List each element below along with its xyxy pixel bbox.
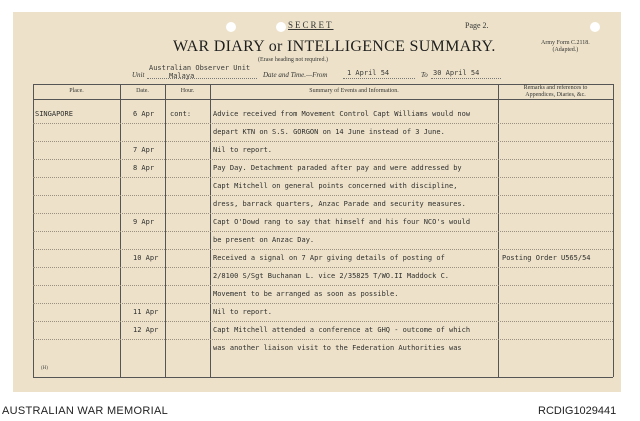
column-header-summary: Summary of Events and Information.	[309, 88, 399, 94]
classification-label: SECRET	[288, 20, 334, 30]
ruled-line	[33, 195, 613, 196]
summary-cell: Capt O'Dowd rang to say that himself and his four NCO's would	[213, 218, 471, 226]
summary-cell: Pay Day. Detachment paraded after pay and were addressed by	[213, 164, 462, 172]
summary-cell: dress, barrack quarters, Anzac Parade and security measures.	[213, 200, 466, 208]
ruled-line	[33, 159, 613, 160]
dotted-line	[147, 78, 257, 79]
form-number: Army Form C.2118.	[541, 40, 590, 46]
date-from: 1 April 54	[347, 69, 390, 77]
column-header-date: Date.	[136, 88, 149, 94]
footer-institution: AUSTRALIAN WAR MEMORIAL	[2, 405, 169, 417]
table-bottom-border	[33, 377, 613, 378]
column-header-remarks	[498, 85, 613, 99]
date-cell: 6 Apr	[133, 110, 155, 118]
summary-cell: depart KTN on S.S. GORGON on 14 June instead of 3 June.	[213, 128, 445, 136]
column-header-place: Place.	[69, 88, 84, 94]
summary-cell: 2/8100 S/Sgt Buchanan L. vice 2/35825 T/WO.II Maddock C.	[213, 272, 450, 280]
dotted-line	[431, 78, 501, 79]
remarks-cell: Posting Order U565/54	[502, 254, 591, 262]
column-divider	[613, 84, 614, 377]
page-number: Page 2.	[465, 21, 489, 30]
date-label: Date and Time.—From	[263, 71, 328, 79]
summary-cell: Received a signal on 7 Apr giving details of posting of	[213, 254, 445, 262]
hour-cell: cont:	[170, 110, 192, 118]
print-form-number: (H)	[41, 366, 48, 371]
ruled-line	[33, 231, 613, 232]
ruled-line	[33, 249, 613, 250]
ruled-line	[33, 267, 613, 268]
date-cell: 11 Apr	[133, 308, 159, 316]
form-adapted: (Adapted.)	[552, 47, 579, 53]
date-cell: 8 Apr	[133, 164, 155, 172]
ruled-line	[33, 213, 613, 214]
punch-hole	[590, 22, 600, 32]
ruled-line	[33, 303, 613, 304]
erase-note: (Erase heading not required.)	[258, 57, 328, 63]
remarks-header-line2: Appendices, Diaries, &c.	[525, 92, 586, 98]
unit-name: Australian Observer Unit	[149, 64, 251, 72]
punch-hole	[276, 22, 286, 32]
summary-cell: Capt Mitchell on general points concerned with discipline,	[213, 182, 458, 190]
date-cell: 12 Apr	[133, 326, 159, 334]
date-cell: 7 Apr	[133, 146, 155, 154]
footer-record-id: RCDIG1029441	[538, 405, 617, 417]
ruled-line	[33, 339, 613, 340]
unit-location: Malaya	[169, 72, 195, 80]
diary-page	[13, 12, 621, 392]
ruled-line	[33, 285, 613, 286]
summary-cell: Advice received from Movement Control Capt Williams would now	[213, 110, 471, 118]
dotted-line	[343, 78, 415, 79]
date-to-label: To	[421, 71, 428, 79]
summary-cell: be present on Anzac Day.	[213, 236, 315, 244]
page-title: WAR DIARY or INTELLIGENCE SUMMARY.	[173, 38, 496, 55]
column-header-hour: Hour.	[180, 88, 195, 94]
ruled-line	[33, 123, 613, 124]
punch-hole	[226, 22, 236, 32]
remarks-header-line1: Remarks and references to	[523, 85, 588, 91]
place-cell: SINGAPORE	[35, 110, 73, 118]
summary-cell: Nil to report.	[213, 146, 273, 154]
summary-cell: Capt Mitchell attended a conference at GHQ - outcome of which	[213, 326, 471, 334]
army-form-label	[541, 40, 590, 54]
ruled-line	[33, 321, 613, 322]
ruled-line	[33, 141, 613, 142]
unit-label: Unit	[132, 71, 145, 79]
summary-cell: Movement to be arranged as soon as possible.	[213, 290, 399, 298]
date-cell: 9 Apr	[133, 218, 155, 226]
summary-cell: Nil to report.	[213, 308, 273, 316]
summary-cell: was another liaison visit to the Federation Authorities was	[213, 344, 462, 352]
date-to: 30 April 54	[433, 69, 480, 77]
date-cell: 10 Apr	[133, 254, 159, 262]
ruled-line	[33, 177, 613, 178]
